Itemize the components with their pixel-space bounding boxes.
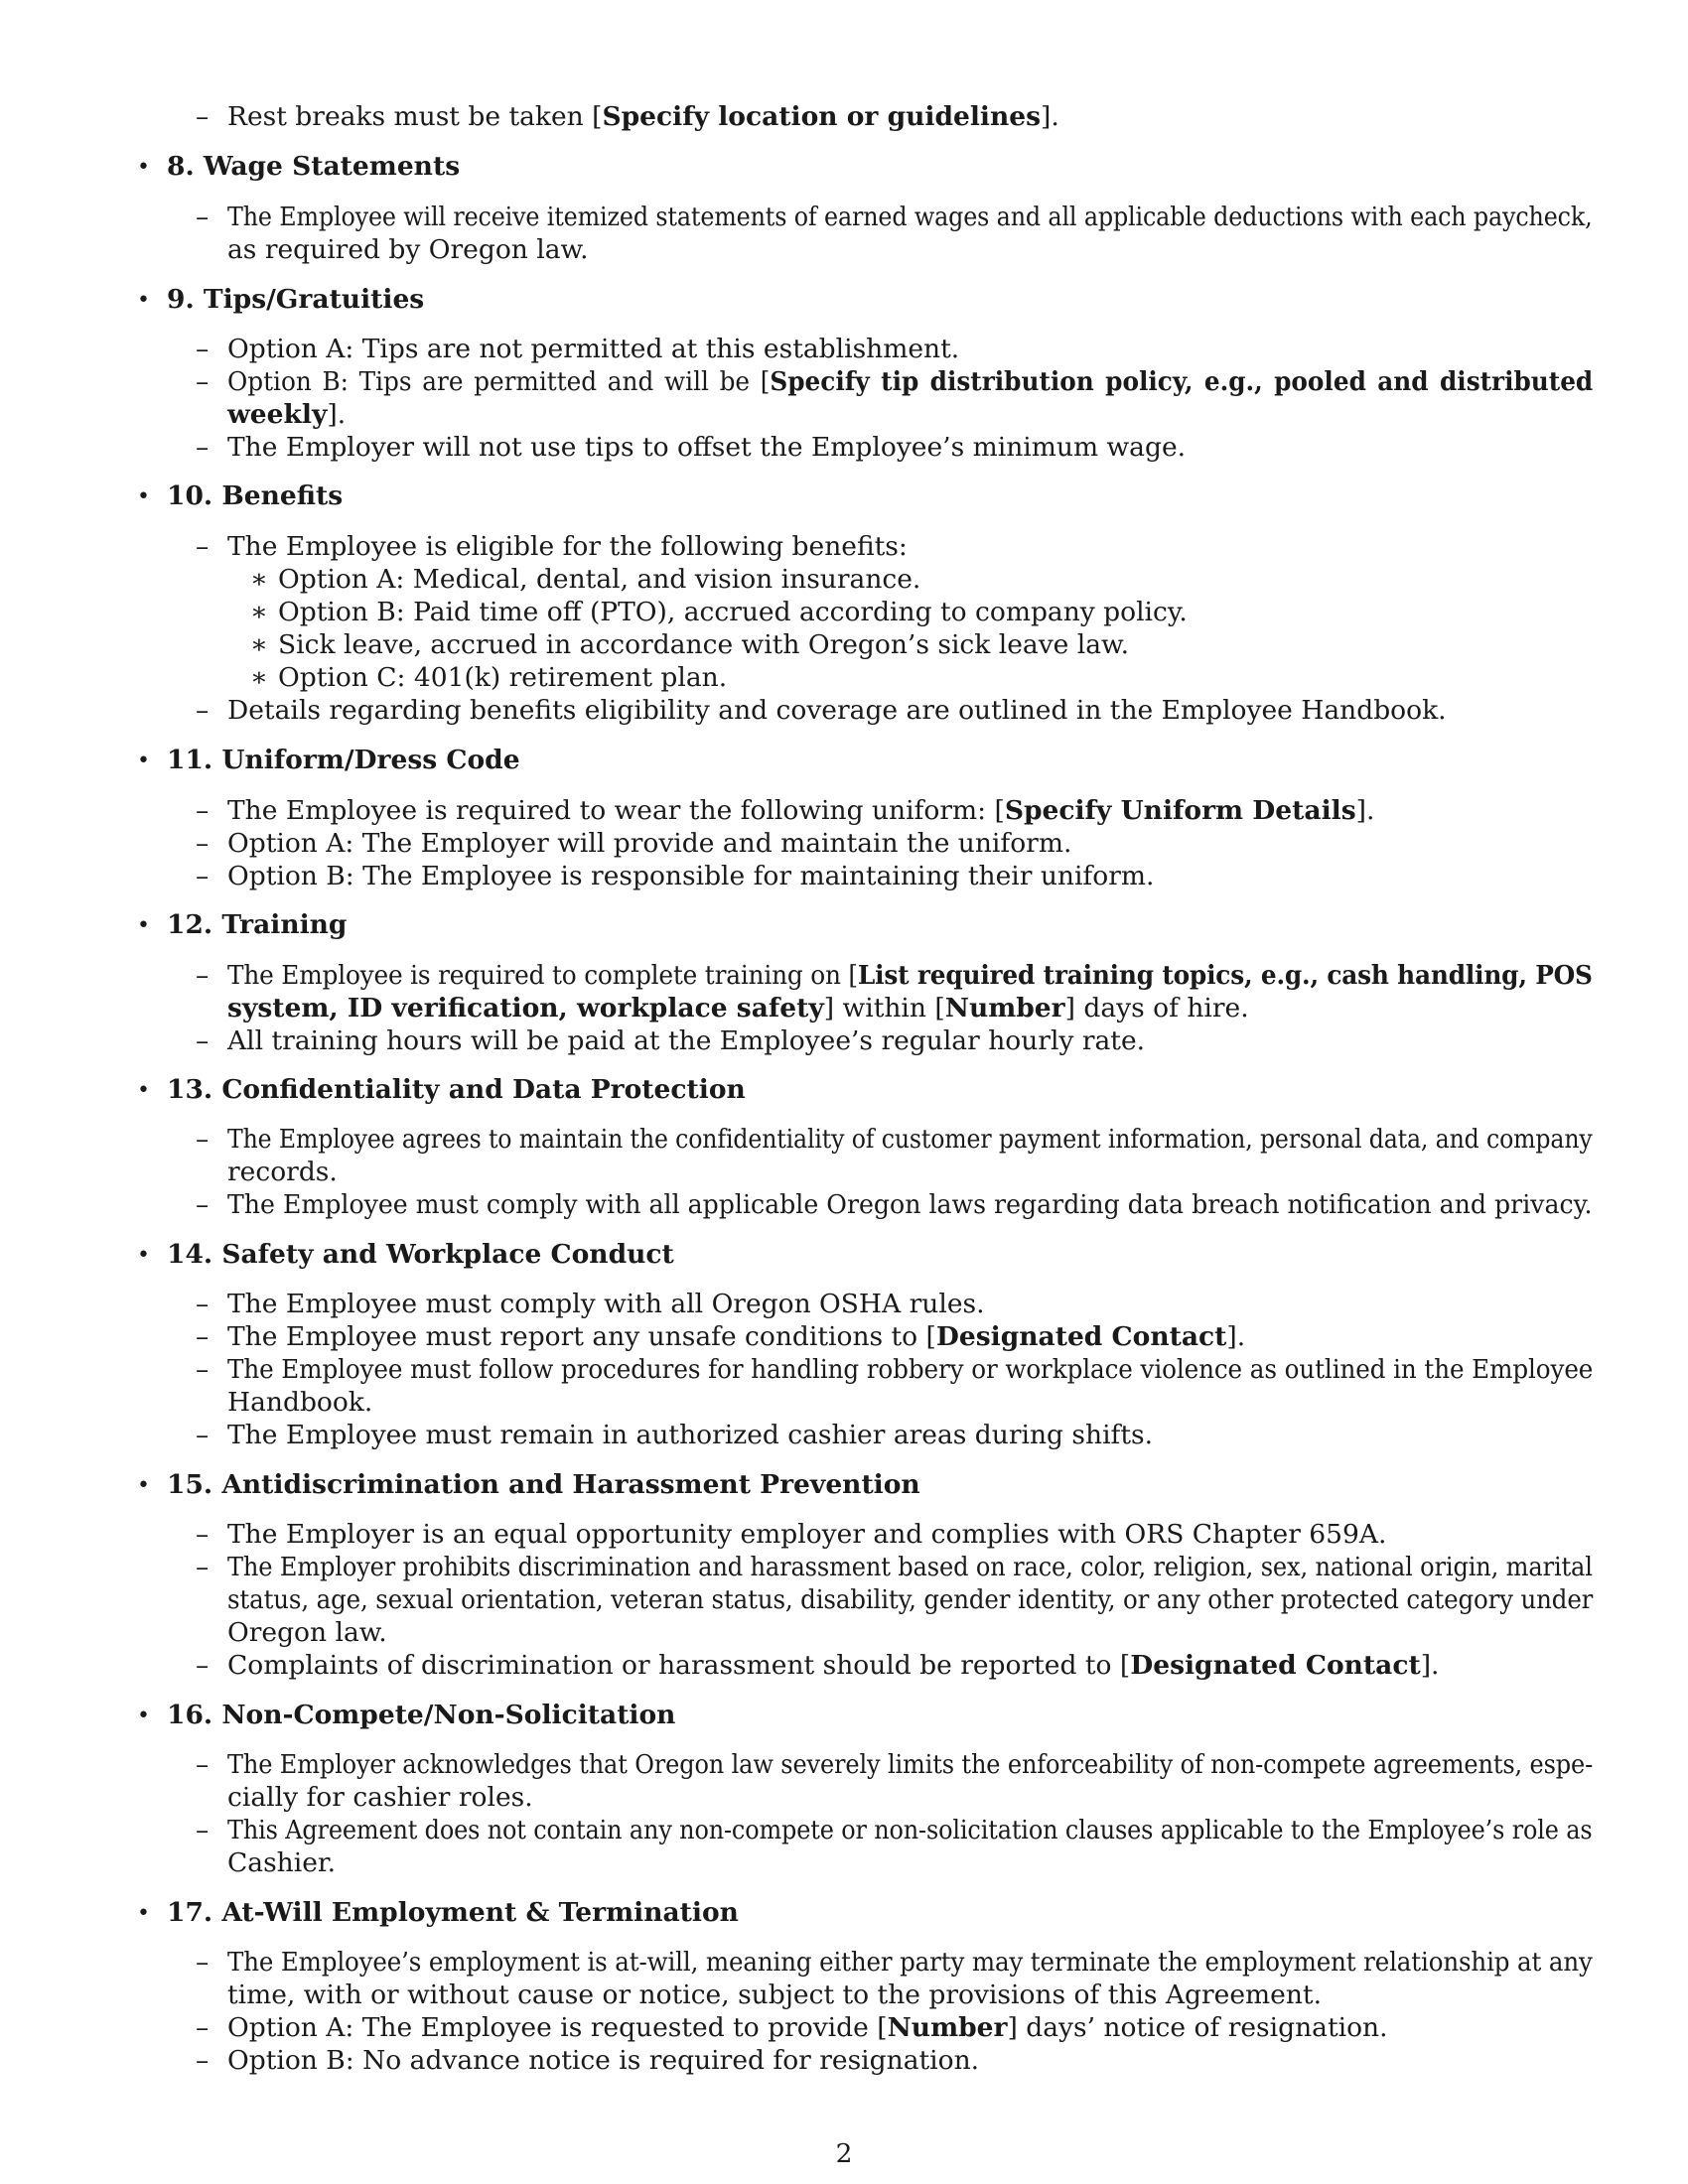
list-item: The Employee must follow procedures for handling robbery or workplace violence as outlined in the Employee (227, 1354, 1594, 1385)
dash-marker: – (196, 1189, 210, 1220)
dash-marker: – (196, 960, 210, 991)
dash-marker: – (196, 1289, 210, 1319)
list-item: The Employer is an equal opportunity employer and complies with ORS Chapter 659A. (227, 1519, 1387, 1550)
list-item: Option B: No advance notice is required for resignation. (227, 2045, 980, 2076)
list-item: The Employee must comply with all Oregon OSHA rules. (227, 1289, 985, 1319)
list-item: Option A: The Employee is requested to provide [Number] days’ notice of resignation. (227, 2012, 1388, 2043)
list-item: The Employer prohibits discrimination and harassment based on race, color, religion, sex, national origin, marital (227, 1552, 1593, 1582)
bullet-marker: • (137, 155, 150, 180)
dash-marker: – (196, 1947, 210, 1978)
list-item: Option A: The Employer will provide and maintain the uniform. (227, 828, 1072, 859)
dash-marker: – (196, 2012, 210, 2043)
list-item: This Agreement does not contain any non-compete or non-solicitation clauses applicable to the Employee’s role as (227, 1815, 1593, 1845)
list-item: The Employee is required to wear the following uniform: [Specify Uniform Details]. (227, 795, 1375, 826)
list-item: The Employee agrees to maintain the confidentiality of customer payment information, personal data, and company (227, 1124, 1593, 1155)
sub-list-item: Option B: Paid time off (PTO), accrued according to company policy. (278, 597, 1188, 627)
bullet-marker: • (137, 749, 150, 773)
dash-marker: – (196, 1025, 210, 1056)
section-heading: 17. At-Will Employment & Termination (167, 1897, 739, 1928)
list-item-continuation: status, age, sexual orientation, veteran status, disability, gender identity, or any other protected category under (227, 1584, 1594, 1615)
bullet-marker: • (137, 1901, 150, 1926)
star-marker: ∗ (250, 662, 269, 693)
list-item: The Employee will receive itemized statements of earned wages and all applicable deductions with each paycheck, (227, 202, 1593, 232)
placeholder-field: Specify tip distribution policy, e.g., pooled and distributed (770, 366, 1594, 397)
list-item: The Employee’s employment is at-will, meaning either party may terminate the employment relationship at any (227, 1947, 1593, 1978)
list-item: The Employee must remain in authorized cashier areas during shifts. (227, 1420, 1154, 1450)
list-item: Rest breaks must be taken [Specify location or guidelines]. (227, 101, 1059, 132)
list-item: The Employee must report any unsafe conditions to [Designated Contact]. (227, 1321, 1246, 1352)
placeholder-field: weekly (227, 399, 328, 430)
section-heading: 12. Training (167, 909, 348, 940)
list-item-continuation: Cashier. (227, 1847, 337, 1878)
dash-marker: – (196, 1650, 210, 1681)
dash-marker: – (196, 334, 210, 364)
dash-marker: – (196, 2045, 210, 2076)
dash-marker: – (196, 1124, 210, 1155)
dash-marker: – (196, 1749, 210, 1780)
dash-marker: – (196, 795, 210, 826)
list-item: The Employee is required to complete training on [List required training topics, e.g., cash handling, POS (227, 960, 1593, 991)
placeholder-field: List required training topics, e.g., cash handling, POS (857, 960, 1593, 991)
section-heading: 16. Non-Compete/Non-Solicitation (167, 1700, 676, 1730)
placeholder-field: Specify Uniform Details (1004, 795, 1356, 826)
list-item-continuation: system, ID verification, workplace safety] within [Number] days of hire. (227, 993, 1249, 1024)
dash-marker: – (196, 861, 210, 891)
page-number: 2 (835, 2138, 853, 2169)
bullet-marker: • (137, 288, 150, 313)
dash-marker: – (196, 828, 210, 859)
dash-marker: – (196, 531, 210, 562)
dash-marker: – (196, 202, 210, 232)
dash-marker: – (196, 1321, 210, 1352)
list-item: Option B: The Employee is responsible for maintaining their uniform. (227, 861, 1155, 891)
bullet-marker: • (137, 1078, 150, 1103)
sub-list-item: Option C: 401(k) retirement plan. (278, 662, 728, 693)
sub-list-item: Option A: Medical, dental, and vision insurance. (278, 564, 921, 595)
placeholder-field: Designated Contact (1130, 1650, 1421, 1681)
sub-list-item: Sick leave, accrued in accordance with Oregon’s sick leave law. (278, 629, 1130, 660)
section-heading: 14. Safety and Workplace Conduct (167, 1239, 674, 1270)
section-heading: 15. Antidiscrimination and Harassment Prevention (167, 1469, 920, 1500)
placeholder-field: Number (887, 2012, 1008, 2043)
dash-marker: – (196, 695, 210, 726)
star-marker: ∗ (250, 629, 269, 660)
section-heading: 10. Benefits (167, 480, 344, 511)
dash-marker: – (196, 366, 210, 397)
dash-marker: – (196, 432, 210, 463)
list-item: The Employer will not use tips to offset the Employee’s minimum wage. (227, 432, 1187, 463)
dash-marker: – (196, 1354, 210, 1385)
list-item: The Employee is eligible for the following benefits: (227, 531, 908, 562)
placeholder-field: Number (944, 993, 1065, 1024)
list-item: Option A: Tips are not permitted at this establishment. (227, 334, 960, 364)
placeholder-field: Designated Contact (935, 1321, 1227, 1352)
list-item-continuation: weekly]. (227, 399, 347, 430)
section-heading: 11. Uniform/Dress Code (167, 745, 520, 775)
dash-marker: – (196, 101, 210, 132)
list-item-continuation: cially for cashier roles. (227, 1782, 533, 1813)
section-heading: 13. Confidentiality and Data Protection (167, 1074, 746, 1105)
star-marker: ∗ (250, 597, 269, 627)
bullet-marker: • (137, 1704, 150, 1728)
list-item-continuation: records. (227, 1157, 338, 1187)
bullet-marker: • (137, 1473, 150, 1498)
list-item: Complaints of discrimination or harassment should be reported to [Designated Contact]. (227, 1650, 1440, 1681)
dash-marker: – (196, 1815, 210, 1845)
list-item: All training hours will be paid at the Employee’s regular hourly rate. (227, 1025, 1146, 1056)
bullet-marker: • (137, 484, 150, 509)
list-item-continuation: time, with or without cause or notice, subject to the provisions of this Agreement. (227, 1979, 1323, 2010)
list-item-continuation: Handbook. (227, 1387, 373, 1418)
list-item: Details regarding benefits eligibility and coverage are outlined in the Employee Handbook. (227, 695, 1447, 726)
list-item: Option B: Tips are permitted and will be [Specify tip distribution policy, e.g., pooled and distributed (227, 366, 1594, 397)
dash-marker: – (196, 1420, 210, 1450)
list-item: The Employee must comply with all applicable Oregon laws regarding data breach notification and privacy. (227, 1189, 1593, 1220)
dash-marker: – (196, 1552, 210, 1582)
list-item-continuation: Oregon law. (227, 1617, 387, 1648)
placeholder-field: system, ID verification, workplace safety (227, 993, 824, 1024)
star-marker: ∗ (250, 564, 269, 595)
list-item: The Employer acknowledges that Oregon law severely limits the enforceability of non-compete agreements, espe- (227, 1749, 1594, 1780)
bullet-marker: • (137, 913, 150, 938)
list-item-continuation: as required by Oregon law. (227, 234, 589, 265)
section-heading: 8. Wage Statements (167, 151, 461, 182)
placeholder-field: Specify location or guidelines (602, 101, 1042, 132)
bullet-marker: • (137, 1243, 150, 1268)
section-heading: 9. Tips/Gratuities (167, 284, 425, 315)
dash-marker: – (196, 1519, 210, 1550)
